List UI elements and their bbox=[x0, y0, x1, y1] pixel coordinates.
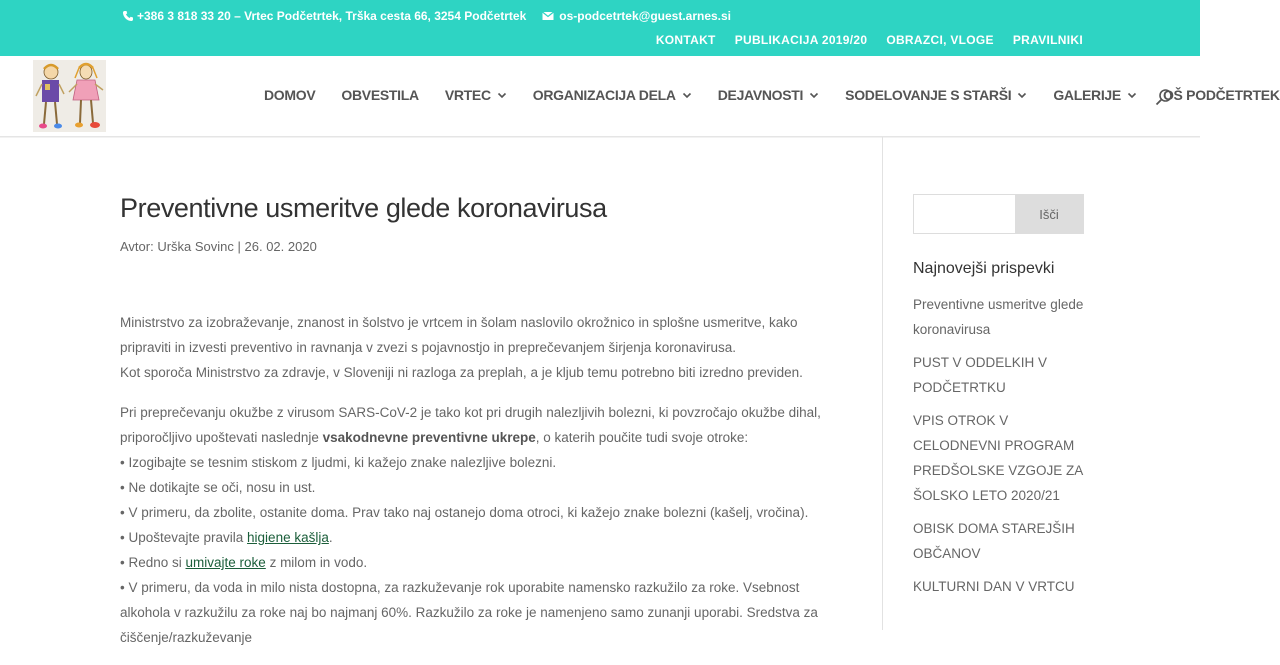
link-umivajte-roke[interactable]: umivajte roke bbox=[185, 555, 266, 570]
post-title: Preventivne usmeritve glede koronavirusa bbox=[120, 193, 607, 223]
recent-post-link[interactable]: Preventivne usmeritve glede koronavirusa bbox=[913, 297, 1084, 337]
post-paragraph-2 bbox=[120, 400, 840, 650]
chevron-down-icon bbox=[809, 90, 819, 100]
chevron-down-icon bbox=[1017, 90, 1027, 100]
nav-item-dejavnosti[interactable] bbox=[718, 87, 819, 103]
recent-post-link[interactable]: PUST V ODDELKIH V PODČETRTKU bbox=[913, 355, 1048, 395]
secondary-nav-kontakt[interactable]: KONTAKT bbox=[655, 33, 716, 47]
top-bar bbox=[0, 0, 1200, 56]
list-item-text: . bbox=[328, 530, 333, 545]
search-icon[interactable] bbox=[1155, 88, 1173, 106]
nav-item-obvestila[interactable] bbox=[341, 87, 418, 103]
secondary-nav-pravilniki[interactable]: PRAVILNIKI bbox=[1012, 33, 1083, 47]
nav-item-domov[interactable] bbox=[264, 87, 315, 103]
nav-item-sodelovanje-s-starsi[interactable] bbox=[845, 87, 1027, 103]
list-item bbox=[120, 555, 367, 570]
phone-icon bbox=[122, 10, 134, 22]
secondary-nav-publikacija[interactable]: PUBLIKACIJA 2019/20 bbox=[734, 33, 868, 47]
nav-item-os-podcetrtek[interactable] bbox=[1163, 87, 1280, 103]
list-item: • Izogibajte se tesnim stiskom z ljudmi, ki kažejo znake nalezljive bolezni. bbox=[120, 455, 557, 470]
chevron-down-icon bbox=[497, 90, 507, 100]
sidebar-search bbox=[913, 194, 1084, 234]
paragraph-text: Kot sporoča Ministrstvo za zdravje, v Sloveniji ni razloga za preplah, a je kljub temu potrebno biti izredno previden. bbox=[120, 365, 803, 380]
mail-icon bbox=[542, 10, 554, 22]
recent-posts-title: Najnovejši prispevki bbox=[913, 260, 1055, 277]
search-button[interactable]: Išči bbox=[1015, 195, 1083, 233]
contact-text: +386 3 818 33 20 – Vrtec Podčetrtek, Trška cesta 66, 3254 Podčetrtek bbox=[137, 9, 527, 23]
list-item bbox=[120, 530, 333, 545]
list-item-text: • Upoštevajte pravila bbox=[120, 530, 248, 545]
site-logo[interactable] bbox=[33, 60, 106, 132]
bold-text: vsakodnevne preventivne ukrepe bbox=[322, 430, 536, 445]
nav-label: GALERIJE bbox=[1053, 87, 1121, 103]
email-link[interactable] bbox=[542, 9, 731, 23]
search-input[interactable] bbox=[914, 195, 1015, 233]
list-item-text: z milom in vodo. bbox=[265, 555, 368, 570]
nav-label: ORGANIZACIJA DELA bbox=[532, 87, 676, 103]
paragraph-text: Pri preprečevanju okužbe z virusom SARS-CoV-2 je tako kot pri drugih nalezljivih bolezni, ki povzročajo okužbe dihal, priporočljivo upoštevati naslednje bbox=[120, 405, 821, 445]
post-body bbox=[120, 310, 840, 665]
nav-label: SODELOVANJE S STARŠI bbox=[845, 87, 1012, 103]
recent-posts-list bbox=[913, 292, 1084, 607]
nav-item-vrtec[interactable] bbox=[445, 87, 507, 103]
nav-item-organizacija-dela[interactable] bbox=[533, 87, 692, 103]
nav-label: VRTEC bbox=[444, 87, 491, 103]
secondary-nav bbox=[656, 33, 1083, 47]
site-header bbox=[0, 56, 1280, 137]
recent-post-link[interactable]: OBISK DOMA STAREJŠIH OBČANOV bbox=[913, 521, 1075, 561]
sidebar-divider bbox=[882, 137, 883, 630]
recent-post-link[interactable]: KULTURNI DAN V VRTCU bbox=[913, 579, 1075, 594]
nav-label: OŠ PODČETRTEK bbox=[1162, 87, 1280, 103]
post-paragraph-1 bbox=[120, 310, 840, 385]
nav-item-galerije[interactable] bbox=[1053, 87, 1137, 103]
paragraph-text: , o katerih poučite tudi svoje otroke: bbox=[535, 430, 749, 445]
recent-post-link[interactable]: VPIS OTROK V CELODNEVNI PROGRAM PREDŠOLSKE VZGOJE ZA ŠOLSKO LETO 2020/21 bbox=[913, 413, 1083, 503]
link-higiene-kaslja[interactable]: higiene kašlja bbox=[247, 530, 329, 545]
chevron-down-icon bbox=[1127, 90, 1137, 100]
list-item: • V primeru, da voda in milo nista dostopna, za razkuževanje rok uporabite namensko razkužilo za roke. Vsebnost alkohola v razkužilu za roke naj bo najmanj 60%. Razkužilo za roke je namenjeno samo zunanji uporabi. Sredstva za čiščenje/razkuževanje bbox=[120, 580, 818, 645]
nav-label: DOMOV bbox=[264, 87, 316, 103]
main-nav bbox=[264, 87, 1280, 103]
chevron-down-icon bbox=[682, 90, 692, 100]
list-item-text: • Redno si bbox=[120, 555, 186, 570]
secondary-nav-obrazci[interactable]: OBRAZCI, VLOGE bbox=[886, 33, 994, 47]
contact-info bbox=[122, 9, 731, 23]
email-text: os-podcetrtek@guest.arnes.si bbox=[559, 9, 732, 23]
nav-label: DEJAVNOSTI bbox=[717, 87, 804, 103]
list-item: • V primeru, da zbolite, ostanite doma. Prav tako naj ostanejo doma otroci, ki kažejo znake bolezni (kašelj, vročina). bbox=[120, 505, 809, 520]
list-item: • Ne dotikajte se oči, nosu in ust. bbox=[120, 480, 316, 495]
post-meta: Avtor: Urška Sovinc | 26. 02. 2020 bbox=[120, 239, 317, 254]
paragraph-text: Ministrstvo za izobraževanje, znanost in šolstvo je vrtcem in šolam naslovilo okrožnico in splošne usmeritve, kako pripraviti in izvesti preventivo in ravnanja v zvezi s pojavnostjo in preprečevanjem širjenja koronavirusa. bbox=[120, 315, 798, 355]
nav-label: OBVESTILA bbox=[341, 87, 419, 103]
